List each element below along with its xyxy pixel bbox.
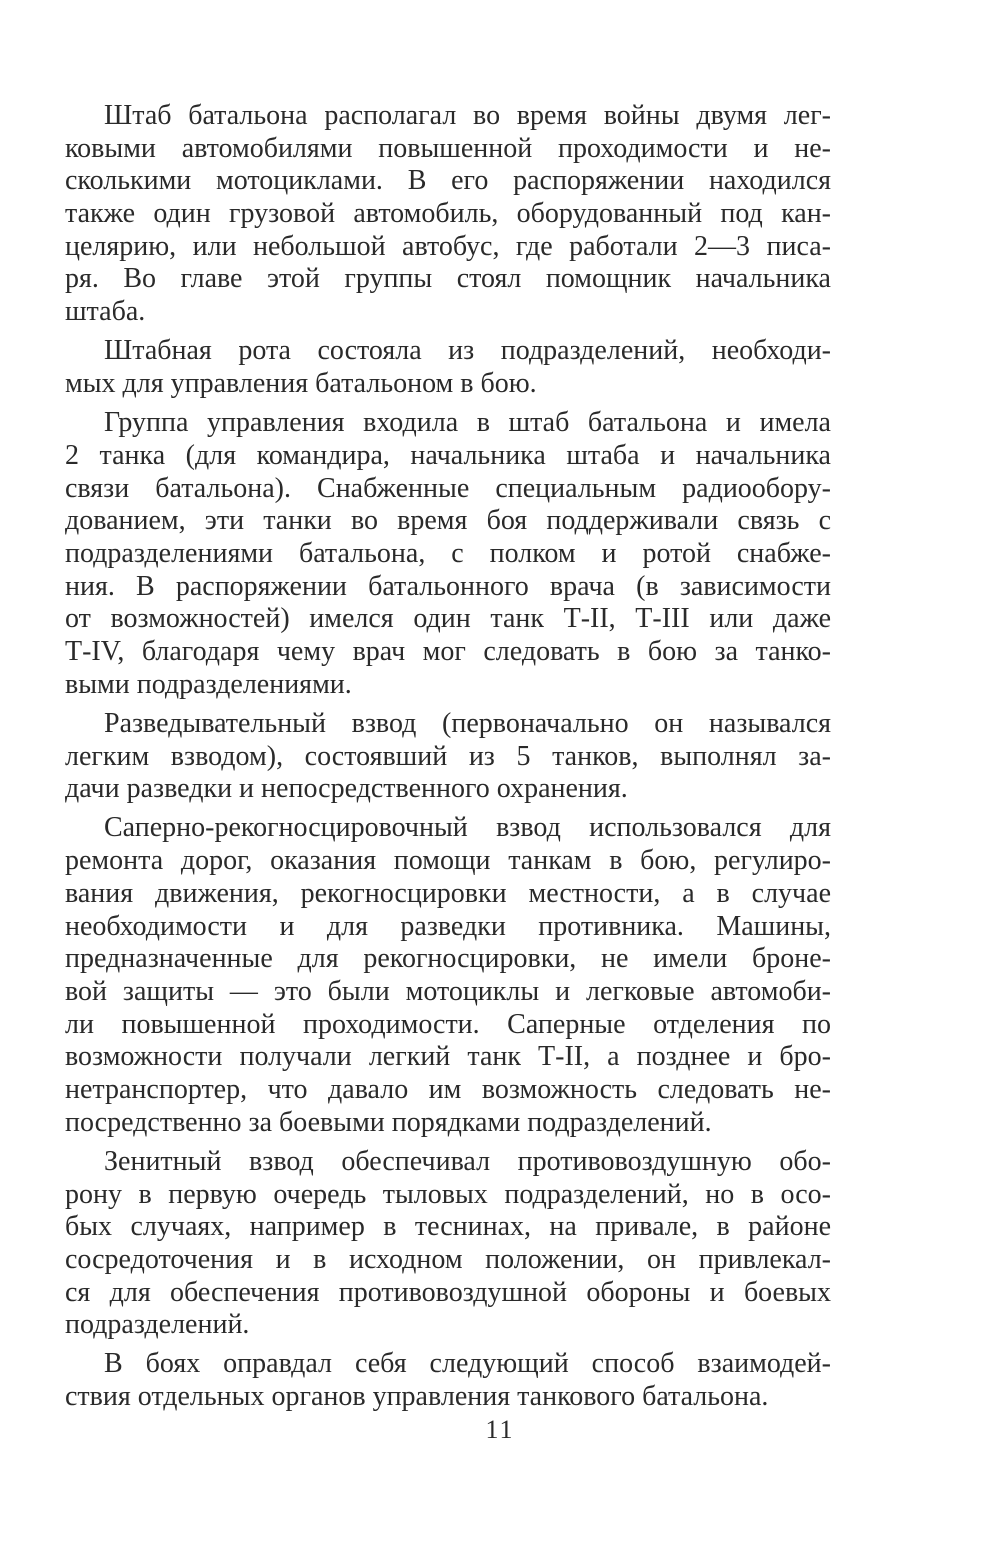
text-line: вания движения, рекогносцировки местности, а в случае xyxy=(65,877,831,909)
text-line: В боях оправдал себя следующий способ взаимодей- xyxy=(104,1348,831,1380)
text-line: также один грузовой автомобиль, оборудованный под кан- xyxy=(65,198,831,230)
text-line: Саперно-рекогносцировочный взвод использовался для xyxy=(104,812,831,844)
text-line: Т-IV, благодаря чему врач мог следовать в бою за танко- xyxy=(65,636,831,667)
page-number: 11 xyxy=(485,1415,515,1444)
text-line: ствия отдельных органов управления танкового батальона. xyxy=(65,1381,769,1413)
text-line: сколькими мотоциклами. В его распоряжении находился xyxy=(65,165,831,197)
paragraph xyxy=(65,708,831,806)
text-line: легким взводом), состоявший из 5 танков, выполнял за- xyxy=(65,740,831,772)
text-line: подразделений. xyxy=(65,1309,250,1341)
text-line: Разведывательный взвод (первоначально он назывался xyxy=(104,707,831,739)
paragraph xyxy=(65,1348,831,1413)
text-line: бых случаях, например в теснинах, на привале, в районе xyxy=(65,1211,831,1243)
text-line: связи батальона). Снабженные специальным радиообору- xyxy=(65,472,831,504)
text-line: от возможностей) имелся один танк Т-II, Т-III или даже xyxy=(65,603,831,635)
text-line: целярию, или небольшой автобус, где работали 2—3 писа- xyxy=(65,230,831,262)
text-line: Зенитный взвод обеспечивал противовоздушную обо- xyxy=(104,1145,831,1177)
text-line: дованием, эти танки во время боя поддерживали связь с xyxy=(65,505,831,537)
paragraph xyxy=(65,407,831,701)
text-line: рону в первую очередь тыловых подразделений, но в осо- xyxy=(65,1178,831,1210)
paragraph xyxy=(65,100,831,329)
text-line: Штабная рота состояла из подразделений, необходи- xyxy=(104,335,831,367)
text-line: необходимости и для разведки противника. Машины, xyxy=(65,910,831,942)
text-line: вой защиты — это были мотоциклы и легковые автомоби- xyxy=(65,975,831,1007)
text-line: мых для управления батальоном в бою. xyxy=(65,368,537,399)
text-line: ли повышенной проходимости. Саперные отделения по xyxy=(65,1008,831,1040)
text-line: подразделениями батальона, с полком и ротой снабже- xyxy=(65,537,831,569)
text-line: ся для обеспечения противовоздушной обороны и боевых xyxy=(65,1276,831,1308)
paragraph xyxy=(65,1146,831,1342)
text-line: Группа управления входила в штаб батальона и имела xyxy=(104,407,831,439)
text-line: возможности получали легкий танк Т-II, а позднее и бро- xyxy=(65,1041,831,1073)
paragraph xyxy=(65,335,831,400)
text-line: дачи разведки и непосредственного охранения. xyxy=(65,773,628,805)
text-line: ремонта дорог, оказания помощи танкам в бою, регулиро- xyxy=(65,845,831,877)
text-line: сосредоточения и в исходном положении, он привлекал- xyxy=(65,1243,831,1275)
text-line: нетранспортер, что давало им возможность следовать не- xyxy=(65,1073,831,1105)
text-line: 2 танка (для командира, начальника штаба и начальника xyxy=(65,439,831,471)
text-line: Штаб батальона располагал во время войны двумя лег- xyxy=(104,100,831,131)
text-line: штаба. xyxy=(65,296,146,328)
paragraph xyxy=(65,812,831,1139)
body-text xyxy=(65,100,831,1414)
text-line: выми подразделениями. xyxy=(65,668,352,700)
text-line: ковыми автомобилями повышенной проходимости и не- xyxy=(65,132,831,164)
text-line: предназначенные для рекогносцировки, не имели броне- xyxy=(65,943,831,975)
text-line: ря. Во главе этой группы стоял помощник начальника xyxy=(65,263,831,295)
text-line: посредственно за боевыми порядками подразделений. xyxy=(65,1106,712,1138)
text-line: ния. В распоряжении батальонного врача (в зависимости xyxy=(65,570,831,602)
